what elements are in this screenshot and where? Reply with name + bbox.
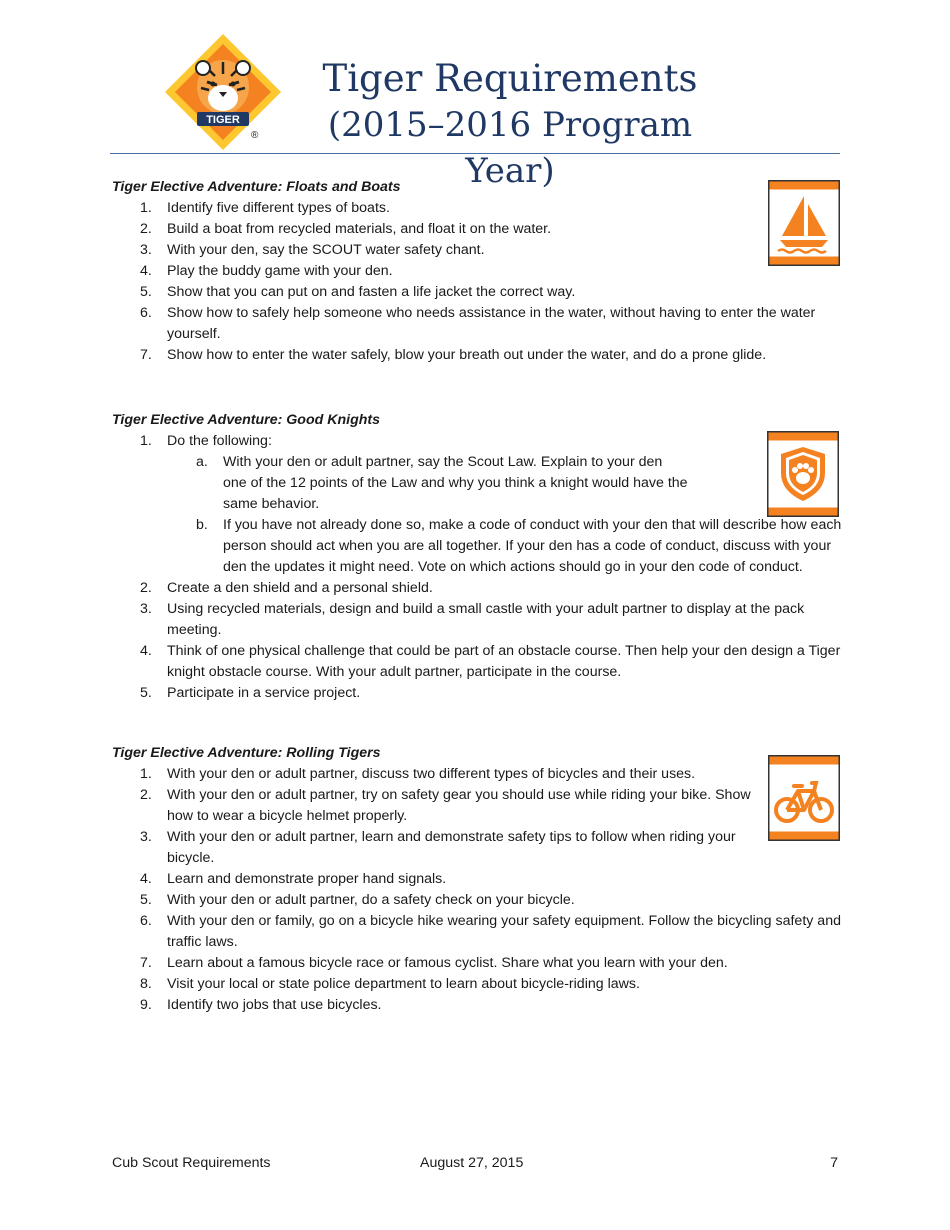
item-number: 2. — [140, 787, 152, 803]
list-item — [112, 764, 712, 785]
list-item — [112, 282, 847, 303]
page-title: Tiger Requirements — [322, 57, 698, 100]
item-number: 7. — [140, 347, 152, 363]
list-item — [112, 890, 847, 911]
item-number: 9. — [140, 997, 152, 1013]
list-item — [112, 869, 847, 890]
sub-item-text: If you have not already done so, make a code of conduct with your den that will describe how each person should act when you are all together. If your den has a code of conduct, discuss with your den the updates it might need. Vote on which actions should go in your den code of conduct. — [223, 517, 842, 575]
list-item — [112, 240, 847, 261]
list-item — [112, 911, 842, 953]
list-item — [112, 345, 767, 366]
item-text: Learn about a famous bicycle race or famous cyclist. Share what you learn with your den. — [167, 955, 728, 971]
page-subtitle: (2015–2016 Program Year) — [327, 105, 693, 191]
list-item — [112, 261, 847, 282]
sub-item-letter: b. — [196, 517, 208, 533]
sub-item-letter: a. — [196, 454, 208, 470]
item-text: Create a den shield and a personal shield. — [167, 580, 433, 596]
list-item — [112, 974, 847, 995]
item-text: Visit your local or state police department to learn about bicycle-riding laws. — [167, 976, 640, 992]
item-text: Show that you can put on and fasten a life jacket the correct way. — [167, 284, 576, 300]
list-item — [112, 683, 847, 704]
header-rule — [110, 153, 840, 154]
sub-list-item — [167, 515, 847, 578]
logo-mark: ® — [251, 130, 259, 141]
shield-paw-icon — [767, 431, 839, 517]
logo-text: TIGER — [206, 114, 240, 126]
bicycle-icon — [768, 755, 840, 841]
requirement-list — [112, 198, 847, 366]
footer-left: Cub Scout Requirements — [112, 1155, 271, 1171]
item-text: With your den or family, go on a bicycle hike wearing your safety equipment. Follow the bicycling safety and traffic laws. — [167, 913, 841, 950]
section-good-knights — [112, 410, 847, 704]
item-number: 4. — [140, 263, 152, 279]
item-text: Identify two jobs that use bicycles. — [167, 997, 382, 1013]
item-number: 1. — [140, 766, 152, 782]
item-number: 2. — [140, 580, 152, 596]
item-text: Think of one physical challenge that could be part of an obstacle course. Then help your den design a Tiger knight obstacle course. With your adult partner, participate in the course. — [167, 643, 841, 680]
item-number: 2. — [140, 221, 152, 237]
item-text: Participate in a service project. — [167, 685, 361, 701]
item-number: 4. — [140, 871, 152, 887]
item-text: With your den or adult partner, learn and demonstrate safety tips to follow when riding your bicycle. — [167, 829, 736, 866]
list-item — [112, 198, 847, 219]
list-item — [112, 599, 847, 641]
sailboat-icon — [768, 180, 840, 266]
list-item — [112, 578, 847, 599]
item-number: 3. — [140, 829, 152, 845]
sub-list — [167, 452, 847, 578]
item-number: 3. — [140, 242, 152, 258]
item-number: 5. — [140, 892, 152, 908]
item-number: 5. — [140, 284, 152, 300]
item-number: 7. — [140, 955, 152, 971]
list-item — [112, 303, 822, 345]
footer-date: August 27, 2015 — [420, 1155, 524, 1171]
section-title: Tiger Elective Adventure: Rolling Tigers — [112, 745, 381, 761]
page-number: 7 — [830, 1155, 838, 1171]
sub-list-item — [167, 452, 688, 515]
requirement-list — [112, 431, 847, 704]
item-number: 3. — [140, 601, 152, 617]
item-number: 8. — [140, 976, 152, 992]
item-number: 5. — [140, 685, 152, 701]
sub-item-text: With your den or adult partner, say the Scout Law. Explain to your den one of the 12 points of the Law and why you think a knight would have the same behavior. — [223, 454, 688, 512]
item-text: Show how to safely help someone who needs assistance in the water, without having to enter the water yourself. — [167, 305, 816, 342]
item-text: Do the following: — [167, 433, 272, 449]
list-item — [112, 953, 847, 974]
item-number: 6. — [140, 913, 152, 929]
item-text: Learn and demonstrate proper hand signals. — [167, 871, 447, 887]
requirement-list — [112, 764, 847, 1016]
list-item — [112, 995, 847, 1016]
list-item — [112, 431, 847, 578]
tiger-logo-icon — [163, 32, 283, 152]
list-item — [112, 827, 757, 869]
section-rolling-tigers — [112, 743, 847, 1016]
section-title: Tiger Elective Adventure: Floats and Boats — [112, 179, 401, 195]
item-text: With your den or adult partner, do a safety check on your bicycle. — [167, 892, 575, 908]
list-item — [112, 219, 847, 240]
item-text: With your den, say the SCOUT water safety chant. — [167, 242, 485, 258]
item-text: Show how to enter the water safely, blow your breath out under the water, and do a prone glide. — [167, 347, 767, 363]
item-text: Build a boat from recycled materials, and float it on the water. — [167, 221, 552, 237]
item-number: 1. — [140, 433, 152, 449]
item-number: 6. — [140, 305, 152, 321]
item-text: Identify five different types of boats. — [167, 200, 390, 216]
item-text: Play the buddy game with your den. — [167, 263, 393, 279]
list-item — [112, 641, 862, 683]
item-text: With your den or adult partner, discuss two different types of bicycles and their uses. — [167, 766, 696, 782]
item-text: Using recycled materials, design and build a small castle with your adult partner to display at the pack meeting. — [167, 601, 805, 638]
section-title: Tiger Elective Adventure: Good Knights — [112, 412, 381, 428]
item-number: 4. — [140, 643, 152, 659]
section-floats-and-boats — [112, 177, 847, 366]
item-number: 1. — [140, 200, 152, 216]
list-item — [112, 785, 757, 827]
item-text: With your den or adult partner, try on safety gear you should use while riding your bike. Show how to wear a bicycle helmet properly. — [167, 787, 751, 824]
